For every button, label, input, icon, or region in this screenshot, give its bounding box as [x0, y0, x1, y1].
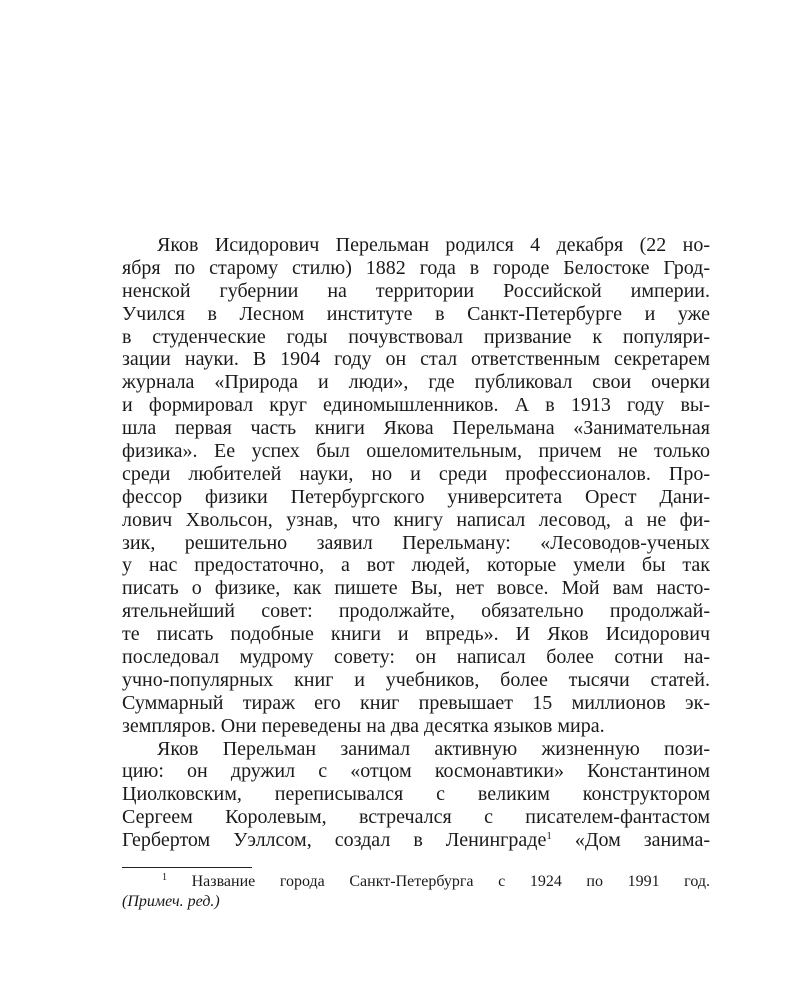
text-line-last [122, 829, 710, 852]
text-line: учно-популярных книг и учебников, более тысячи статей. [122, 668, 710, 691]
text-line: журнала «Природа и люди», где публиковал свои очерки [122, 371, 710, 394]
text-line: Учился в Лесном институте в Санкт-Петербурге и уже [122, 302, 710, 325]
text-line: у нас предостаточно, а вот людей, которые умели бы так [122, 554, 710, 577]
footnote-divider [122, 867, 252, 868]
text-line: Суммарный тираж его книг превышает 15 миллионов эк- [122, 691, 710, 714]
footnote-marker: 1 [162, 872, 167, 883]
text-line: физика». Ее успех был ошеломительным, причем не только [122, 440, 710, 463]
text-line: зации науки. В 1904 году он стал ответственным секретарем [122, 348, 710, 371]
main-text [122, 234, 710, 852]
footnote-line-1 [122, 872, 710, 892]
text-line: последовал мудрому совету: он написал более сотни на- [122, 646, 710, 669]
text-line: ября по старому стилю) 1882 года в городе Белостоке Грод- [122, 256, 710, 279]
text-line: зик, решительно заявил Перельману: «Лесоводов-ученых [122, 531, 710, 554]
text-line: среди любителей науки, но и среди профессионалов. Про- [122, 462, 710, 485]
footnote-text: Название города Санкт-Петербурга с 1924 по 1991 год. [167, 873, 710, 890]
text-line: земпляров. Они переведены на два десятка языков мира. [122, 714, 605, 737]
text-line: в студенческие годы почувствовал призвание к популяри- [122, 325, 710, 348]
text-line: Яков Перельман занимал активную жизненную пози- [157, 737, 710, 760]
footnote-editor-note: (Примеч. ред.) [122, 893, 220, 910]
text-line: шла первая часть книги Якова Перельмана «Занимательная [122, 417, 710, 440]
text-line: те писать подобные книги и впредь». И Яков Исидорович [122, 623, 710, 646]
footnote-line-2 [122, 892, 710, 912]
text-line-last-after: «Дом занима- [551, 829, 710, 852]
text-line: фессор физики Петербургского университета Орест Дани- [122, 485, 710, 508]
text-line: Яков Исидорович Перельман родился 4 декабря (22 но- [157, 234, 710, 256]
text-line: Циолковским, переписывался с великим конструктором [122, 783, 710, 806]
text-line-last-before: Гербертом Уэллсом, создал в Ленинграде [122, 829, 547, 852]
text-line: лович Хвольсон, узнав, что книгу написал лесовод, а не фи- [122, 508, 710, 531]
text-line: писать о физике, как пишете Вы, нет вовсе. Мой вам насто- [122, 577, 710, 600]
paragraph-1 [122, 234, 710, 738]
footnote [122, 872, 710, 912]
text-line: ятельнейший совет: продолжайте, обязательно продолжай- [122, 600, 710, 623]
text-line: и формировал круг единомышленников. А в 1913 году вы- [122, 394, 710, 417]
paragraph-2 [122, 738, 710, 830]
text-line: Сергеем Королевым, встречался с писателем-фантастом [122, 806, 710, 829]
text-line: ненской губернии на территории Российской империи. [122, 279, 710, 302]
footnote-reference: 1 [546, 830, 552, 843]
text-line: цию: он дружил с «отцом космонавтики» Константином [122, 760, 710, 783]
